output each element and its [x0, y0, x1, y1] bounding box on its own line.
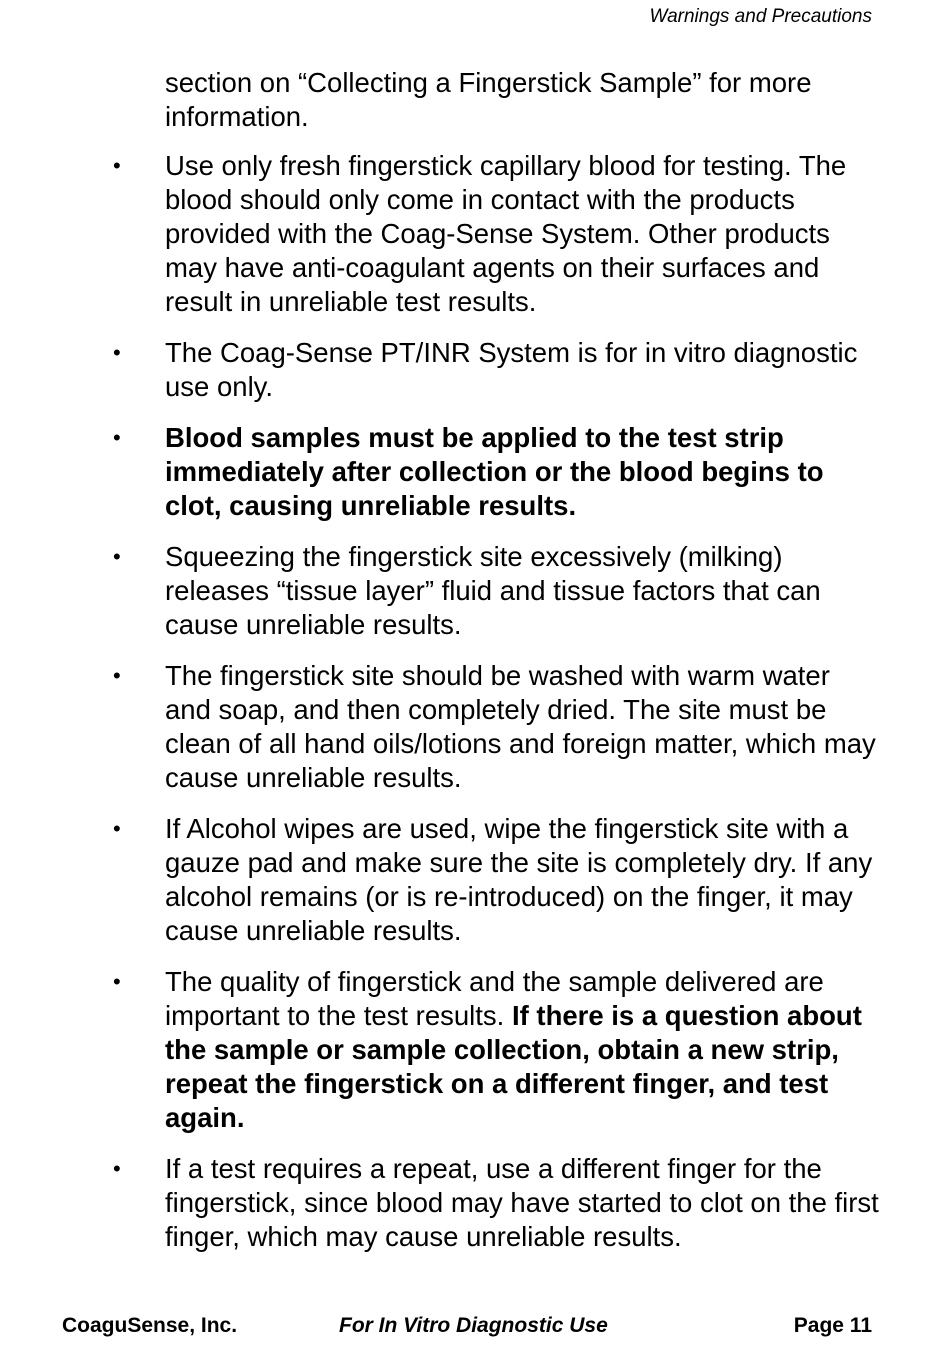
bullet-text-bold: If there is a question about the sample or sample collection, obtain a new strip, repeat the fingerstick on a different finger, and test again.	[165, 1000, 862, 1133]
continuation-paragraph: section on “Collecting a Fingerstick Sample” for more information.	[165, 67, 812, 132]
bullet-icon: •	[113, 663, 121, 688]
list-item	[113, 540, 880, 642]
bullet-text-bold: Blood samples must be applied to the test strip immediately after collection or the blood begins to clot, causing unreliable results.	[165, 422, 824, 521]
footer-page-number: Page 11	[793, 1314, 872, 1337]
footer-company: CoaguSense, Inc.	[62, 1314, 238, 1337]
bullet-text: The fingerstick site should be washed with warm water and soap, and then completely dried. The site must be clean of all hand oils/lotions and foreign matter, which may cause unreliable results.	[165, 660, 876, 793]
bullet-icon: •	[113, 544, 121, 569]
bullet-icon: •	[113, 1156, 121, 1181]
list-item	[113, 336, 880, 404]
page-footer	[62, 1312, 872, 1340]
running-header: Warnings and Precautions	[649, 6, 872, 27]
precautions-list	[0, 149, 950, 1254]
bullet-text: The Coag-Sense PT/INR System is for in vitro diagnostic use only.	[165, 337, 858, 402]
bullet-icon: •	[113, 340, 121, 365]
list-item	[113, 1152, 880, 1254]
list-item	[113, 421, 880, 523]
list-item	[113, 659, 880, 795]
bullet-icon: •	[113, 969, 121, 994]
bullet-text: Squeezing the fingerstick site excessively (milking) releases “tissue layer” fluid and tissue factors that can cause unreliable results.	[165, 541, 821, 640]
bullet-icon: •	[113, 816, 121, 841]
footer-usage-note: For In Vitro Diagnostic Use	[339, 1314, 608, 1337]
list-item	[113, 812, 880, 948]
list-item	[113, 965, 880, 1135]
list-item	[113, 149, 880, 319]
bullet-icon: •	[113, 153, 121, 178]
page-content	[0, 66, 950, 1271]
bullet-text: The quality of fingerstick and the sample delivered are important to the test results.	[165, 966, 824, 1031]
bullet-text: If Alcohol wipes are used, wipe the fingerstick site with a gauze pad and make sure the site is completely dry. If any alcohol remains (or is re-introduced) on the finger, it may cause unreliable results.	[165, 813, 873, 946]
bullet-text: If a test requires a repeat, use a different finger for the fingerstick, since blood may have started to clot on the first finger, which may cause unreliable results.	[165, 1153, 879, 1252]
bullet-text: Use only fresh fingerstick capillary blood for testing. The blood should only come in contact with the products provided with the Coag-Sense System. Other products may have anti-coagulant agents on their surfaces and result in unreliable test results.	[165, 150, 847, 317]
bullet-icon: •	[113, 425, 121, 450]
